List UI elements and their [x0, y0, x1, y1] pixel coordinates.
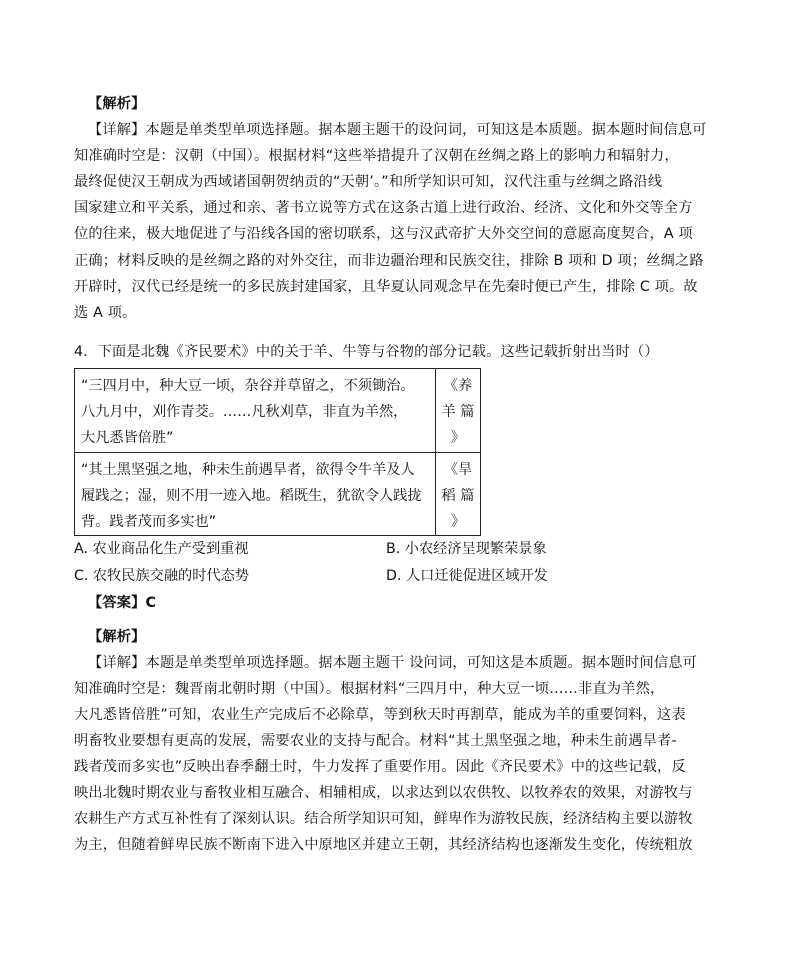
table-row [75, 369, 481, 453]
source-line: 羊 篇 [441, 404, 475, 420]
analysis-line: 知准确时空是：汉朝（中国）。根据材料“这些举措提升了汉朝在丝绸之路上的影响力和辐射力， [74, 148, 679, 164]
table-row [75, 452, 481, 536]
analysis-line: 【详解】本题是单类型单项选择题。据本题主题干的设问词，可知这是本质题。据本题时间信息可 [88, 122, 707, 138]
source-line: 》 [450, 513, 466, 530]
quote-line: 背。践者茂而多实也” [81, 513, 217, 530]
analysis-line: 映出北魏时期农业与畜牧业相互融合、相辅相成，以求达到以农供牧、以牧养农的效果，对游牧与 [74, 785, 693, 801]
question-4-stem: 4．下面是北魏《齐民要术》中的关于羊、牛等与谷物的部分记载。这些记载折射出当时（） [74, 344, 659, 360]
analysis-line: 知准确时空是：魏晋南北朝时期（中国）。根据材料“三四月中，种大豆一顷……非直为羊然， [74, 681, 665, 697]
quote-line: 八九月中，刈作青茭。……凡秋刈草，非直为羊然， [81, 404, 408, 420]
analysis-line: 践者茂而多实也”反映出春季翻土时，牛力发挥了重要作用。因此《齐民要术》中的这些记载，反 [74, 759, 686, 775]
quote-line: “三四月中，种大豆一顷，杂谷并草留之，不须锄治。 [81, 378, 415, 394]
option-a: A. 农业商品化生产受到重视 [74, 541, 249, 557]
option-c: C. 农牧民族交融的时代态势 [74, 568, 249, 584]
source-table [74, 368, 481, 536]
source-line: 《养 [443, 378, 473, 394]
source-line: 稻 篇 [441, 487, 475, 504]
analysis-heading-2: 【解析】 [88, 629, 146, 645]
analysis-line: 农耕生产方式互补性有了深刻认识。结合所学知识可知，鲜卑作为游牧民族，经济结构主要以游牧 [74, 811, 693, 827]
quote-line: “其土黑坚强之地，种未生前遇旱者，欲得令牛羊及人 [81, 461, 415, 478]
quote-line: 大凡悉皆倍胜” [81, 430, 174, 446]
analysis-heading-1: 【解析】 [88, 96, 146, 112]
quote-cell [75, 452, 436, 536]
option-b: B. 小农经济呈现繁荣景象 [386, 541, 547, 557]
analysis-line: 正确；材料反映的是丝绸之路的对外交往，而非边疆治理和民族交往，排除 B 项和 D 项；丝绸之路 [74, 253, 704, 269]
analysis-line: 最终促使汉王朝成为西域诸国朝贺纳贡的“天朝’。”和所学知识可知，汉代注重与丝绸之路沿线 [74, 174, 663, 190]
analysis-line: 大凡悉皆倍胜”可知，农业生产完成后不必除草，等到秋天时再割草，能成为羊的重要饲料，这表 [74, 707, 686, 723]
source-line: 《旱 [443, 461, 473, 478]
quote-line: 履践之；湿，则不用一迹入地。稻既生，犹欲令人践拢 [81, 487, 422, 504]
source-cell [436, 452, 481, 536]
source-cell [436, 369, 481, 453]
analysis-line: 【详解】本题是单类型单项选择题。据本题主题干 设问词，可知这是本质题。据本题时间信息可 [88, 655, 697, 671]
analysis-line: 选 A 项。 [74, 305, 137, 321]
source-line: 》 [450, 430, 466, 446]
analysis-line: 国家建立和平关系，通过和亲、著书立说等方式在这条古道上进行政治、经济、文化和外交等全方 [74, 200, 693, 216]
analysis-line: 明畜牧业要想有更高的发展，需要农业的支持与配合。材料“其土黑坚强之地，种未生前遇旱者- [74, 733, 677, 749]
analysis-line: 开辟时，汉代已经是统一的多民族封建国家，且华夏认同观念早在先秦时便已产生，排除 C 项。故 [74, 279, 698, 295]
answer-line: 【答案】C [88, 595, 157, 611]
option-d: D. 人口迁徙促进区域开发 [386, 568, 548, 584]
quote-cell [75, 369, 436, 453]
analysis-line: 位的往来，极大地促进了与沿线各国的密切联系，这与汉武帝扩大外交空间的意愿高度契合，A 项 [74, 226, 693, 242]
analysis-line: 为主，但随着鲜卑民族不断南下进入中原地区并建立王朝，其经济结构也逐渐发生变化，传统粗放 [74, 837, 693, 853]
